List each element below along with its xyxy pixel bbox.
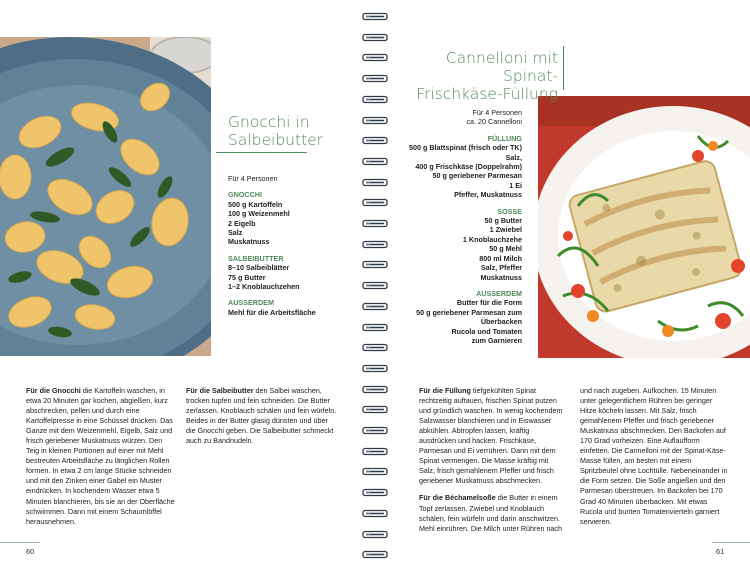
page-number-right: 61: [716, 547, 725, 556]
spiral-ring: [362, 136, 388, 145]
spiral-ring: [362, 405, 388, 414]
ingredient-section-heading: SOSSE: [497, 206, 522, 216]
spiral-ring: [362, 74, 388, 83]
title-underline: [216, 152, 307, 153]
method-paragraph: [419, 493, 565, 533]
spiral-ring: [362, 323, 388, 332]
spiral-ring: [362, 240, 388, 249]
ingredient-section-heading: SALBEIBUTTER: [228, 253, 284, 263]
ingredient-item: 50 g geriebener Parmesan zum: [416, 307, 522, 317]
step-lead: Für die Béchamelsoße: [419, 493, 496, 503]
spiral-ring: [362, 385, 388, 394]
ingredient-section-heading: FÜLLUNG: [487, 133, 522, 143]
ingredient-item: 8–10 Salbeiblätter: [228, 263, 290, 273]
gnocchi-photo: [0, 37, 211, 356]
cannelloni-method-column-1: [419, 386, 565, 541]
ingredient-item: 1–2 Knoblauchzehen: [228, 282, 300, 292]
ingredient-item: 500 g Kartoffeln: [228, 199, 283, 209]
step-lead: Für die Salbeibutter: [186, 386, 254, 395]
step-text: tiefgekühlten Spinat rechtzeitig auftauen, frischen Spinat putzen und gründlich waschen. In wenig kochendem Salzwasser blanchieren und in Eiswasser abkühlen. Abtropfen lassen, kräftig ausdrücken und hacken. Frischkäse, Parmesan und Ei verrühren. Dann mit dem Spinat vermengen. Die Masse kräftig mit Salz, frisch gemahlenem Pfeffer und frisch geriebener Muskatnuss abschmecken.: [419, 386, 563, 486]
spiral-ring: [362, 12, 388, 21]
footer-rule: [0, 542, 40, 543]
spiral-ring: [362, 343, 388, 352]
step-text: die Butter in einem Topf zerlassen. Zwiebel und Knoblauch schälen, fein würfeln und darin anschwitzen. Mehl einrühren. Die Milch unter Rühren nach: [419, 493, 563, 533]
gnocchi-ingredients: [228, 174, 348, 317]
spiral-ring: [362, 281, 388, 290]
spiral-ring: [362, 178, 388, 187]
spiral-ring: [362, 530, 388, 539]
ingredient-item: 100 g Weizenmehl: [228, 209, 290, 219]
spiral-ring: [362, 198, 388, 207]
spiral-ring: [362, 219, 388, 228]
spiral-ring: [362, 467, 388, 476]
servings: Für 4 Personen: [228, 174, 278, 183]
step-text: und nach zugeben. Aufkochen. 15 Minuten unter gelegentlichem Rühren bei geringer Hitze köcheln lassen. Mit Salz, frisch gemahlenem Pfeffer und frisch geriebener Muskatnuss abschmecken. Den Backofen auf 170 Grad vorheizen. Eine Auflaufform einfetten. Die Cannelloni mit der Spinat-Käse-Masse füllen, am besten mit einem Spritzbeutel ohne Lochtülle. Nebeneinander in die Form setzen. Die Soße angießen und den Parmesan überstreuen. Im Backofen bei 170 Grad 40 Minuten überbacken. Mit etwas Rucola und bunten Tomatenvierteln garniert servieren.: [580, 386, 728, 526]
title-line: Salbeibutter: [228, 131, 324, 149]
spiral-ring: [362, 447, 388, 456]
spiral-ring: [362, 260, 388, 269]
title-line: Cannelloni mit Spinat-: [445, 49, 558, 85]
ingredient-item: Salz: [228, 228, 243, 238]
cannelloni-recipe-title: [395, 49, 558, 103]
gnocchi-method-column-2: [186, 386, 338, 453]
method-paragraph: [186, 386, 338, 446]
title-line: Frischkäse-Füllung: [416, 85, 558, 103]
spiral-ring: [362, 157, 388, 166]
spiral-ring: [362, 488, 388, 497]
ingredient-item: 400 g Frischkäse (Doppelrahm): [415, 162, 522, 172]
ingredient-item: Überbacken: [480, 317, 522, 327]
gnocchi-recipe-title: [228, 113, 323, 149]
step-text: die Kartoffeln waschen, in etwa 20 Minuten gar kochen, abgießen, kurz abschrecken, pellen und durch eine Kartoffelpresse in eine Schüssel drücken. Das Ganze mit dem Weizenmehl, Eigelb, Salz und frisch geriebener Muskatnuss würzen. Den Teig in kleinen Portionen auf einer mit Mehl bestreuten Arbeitsfläche zu länglichen Rollen formen. In etwa 2 cm lange Stücke schneiden und mit den Zinken einer Gabel ein Muster eindrücken. In kochendem Wasser etwa 5 Minuten blanchieren, bis sie an der Oberfläche schwimmen. Dann mit einem Schaumlöffel herausnehmen.: [26, 386, 175, 526]
ingredient-item: 800 ml Milch: [479, 253, 522, 263]
cannelloni-method-column-2: [580, 386, 730, 534]
ingredient-section-heading: GNOCCHI: [228, 190, 262, 200]
gnocchi-method-column-1: [26, 386, 176, 534]
footer-rule: [712, 542, 750, 543]
title-line: Gnocchi in: [228, 113, 310, 131]
ingredient-item: zum Garnieren: [471, 335, 522, 345]
ingredient-item: Mehl für die Arbeitsfläche: [228, 307, 316, 317]
ingredient-item: 500 g Blattspinat (frisch oder TK): [408, 143, 522, 153]
page-number-left: 60: [26, 547, 35, 556]
ingredient-section-heading: AUSSERDEM: [476, 288, 522, 298]
step-lead: Für die Füllung: [419, 386, 471, 395]
ingredient-item: Muskatnuss: [228, 237, 270, 247]
cannelloni-ingredients: [380, 108, 522, 345]
ingredient-item: Rucola und Tomaten: [451, 326, 522, 336]
step-text: den Salbei waschen, trocken tupfen und fein schneiden. Die Butter zerlassen. Knoblauch schälen und fein würfeln. Beides in der Butter glasig dünsten und über die Gnocchi geben. Die Salbeibutter schmeckt auch zu Bandnudeln.: [186, 386, 337, 446]
spiral-ring: [362, 509, 388, 518]
ingredient-item: Salz,: [505, 152, 522, 162]
ingredient-item: Salz, Pfeffer: [480, 263, 522, 273]
step-lead: Für die Gnocchi: [26, 386, 81, 395]
servings: Für 4 Personen: [472, 108, 522, 117]
spiral-ring: [362, 550, 388, 559]
method-paragraph: [580, 386, 730, 527]
spiral-binding: [362, 0, 390, 571]
ingredient-item: Butter für die Form: [456, 298, 522, 308]
yield: ca. 20 Cannelloni: [466, 117, 522, 127]
spiral-ring: [362, 302, 388, 311]
method-paragraph: [419, 386, 565, 486]
spiral-ring: [362, 426, 388, 435]
ingredient-item: 50 g geriebener Parmesan: [432, 171, 522, 181]
ingredient-section-heading: AUSSERDEM: [228, 298, 274, 308]
cannelloni-photo: [538, 96, 750, 358]
ingredient-item: 1 Zwiebel: [489, 225, 522, 235]
spiral-ring: [362, 33, 388, 42]
spiral-ring: [362, 53, 388, 62]
method-paragraph: [26, 386, 176, 527]
ingredient-item: Muskatnuss: [480, 272, 522, 282]
ingredient-item: 50 g Butter: [484, 216, 522, 226]
title-vertical-rule: [563, 46, 564, 90]
ingredient-item: 1 Ei: [509, 180, 522, 190]
spiral-ring: [362, 116, 388, 125]
spiral-ring: [362, 364, 388, 373]
spiral-ring: [362, 95, 388, 104]
ingredient-item: 1 Knoblauchzehe: [462, 234, 522, 244]
ingredient-item: 50 g Mehl: [489, 244, 522, 254]
ingredient-item: 2 Eigelb: [228, 218, 256, 228]
ingredient-item: Pfeffer, Muskatnuss: [454, 190, 522, 200]
ingredient-item: 75 g Butter: [228, 272, 266, 282]
